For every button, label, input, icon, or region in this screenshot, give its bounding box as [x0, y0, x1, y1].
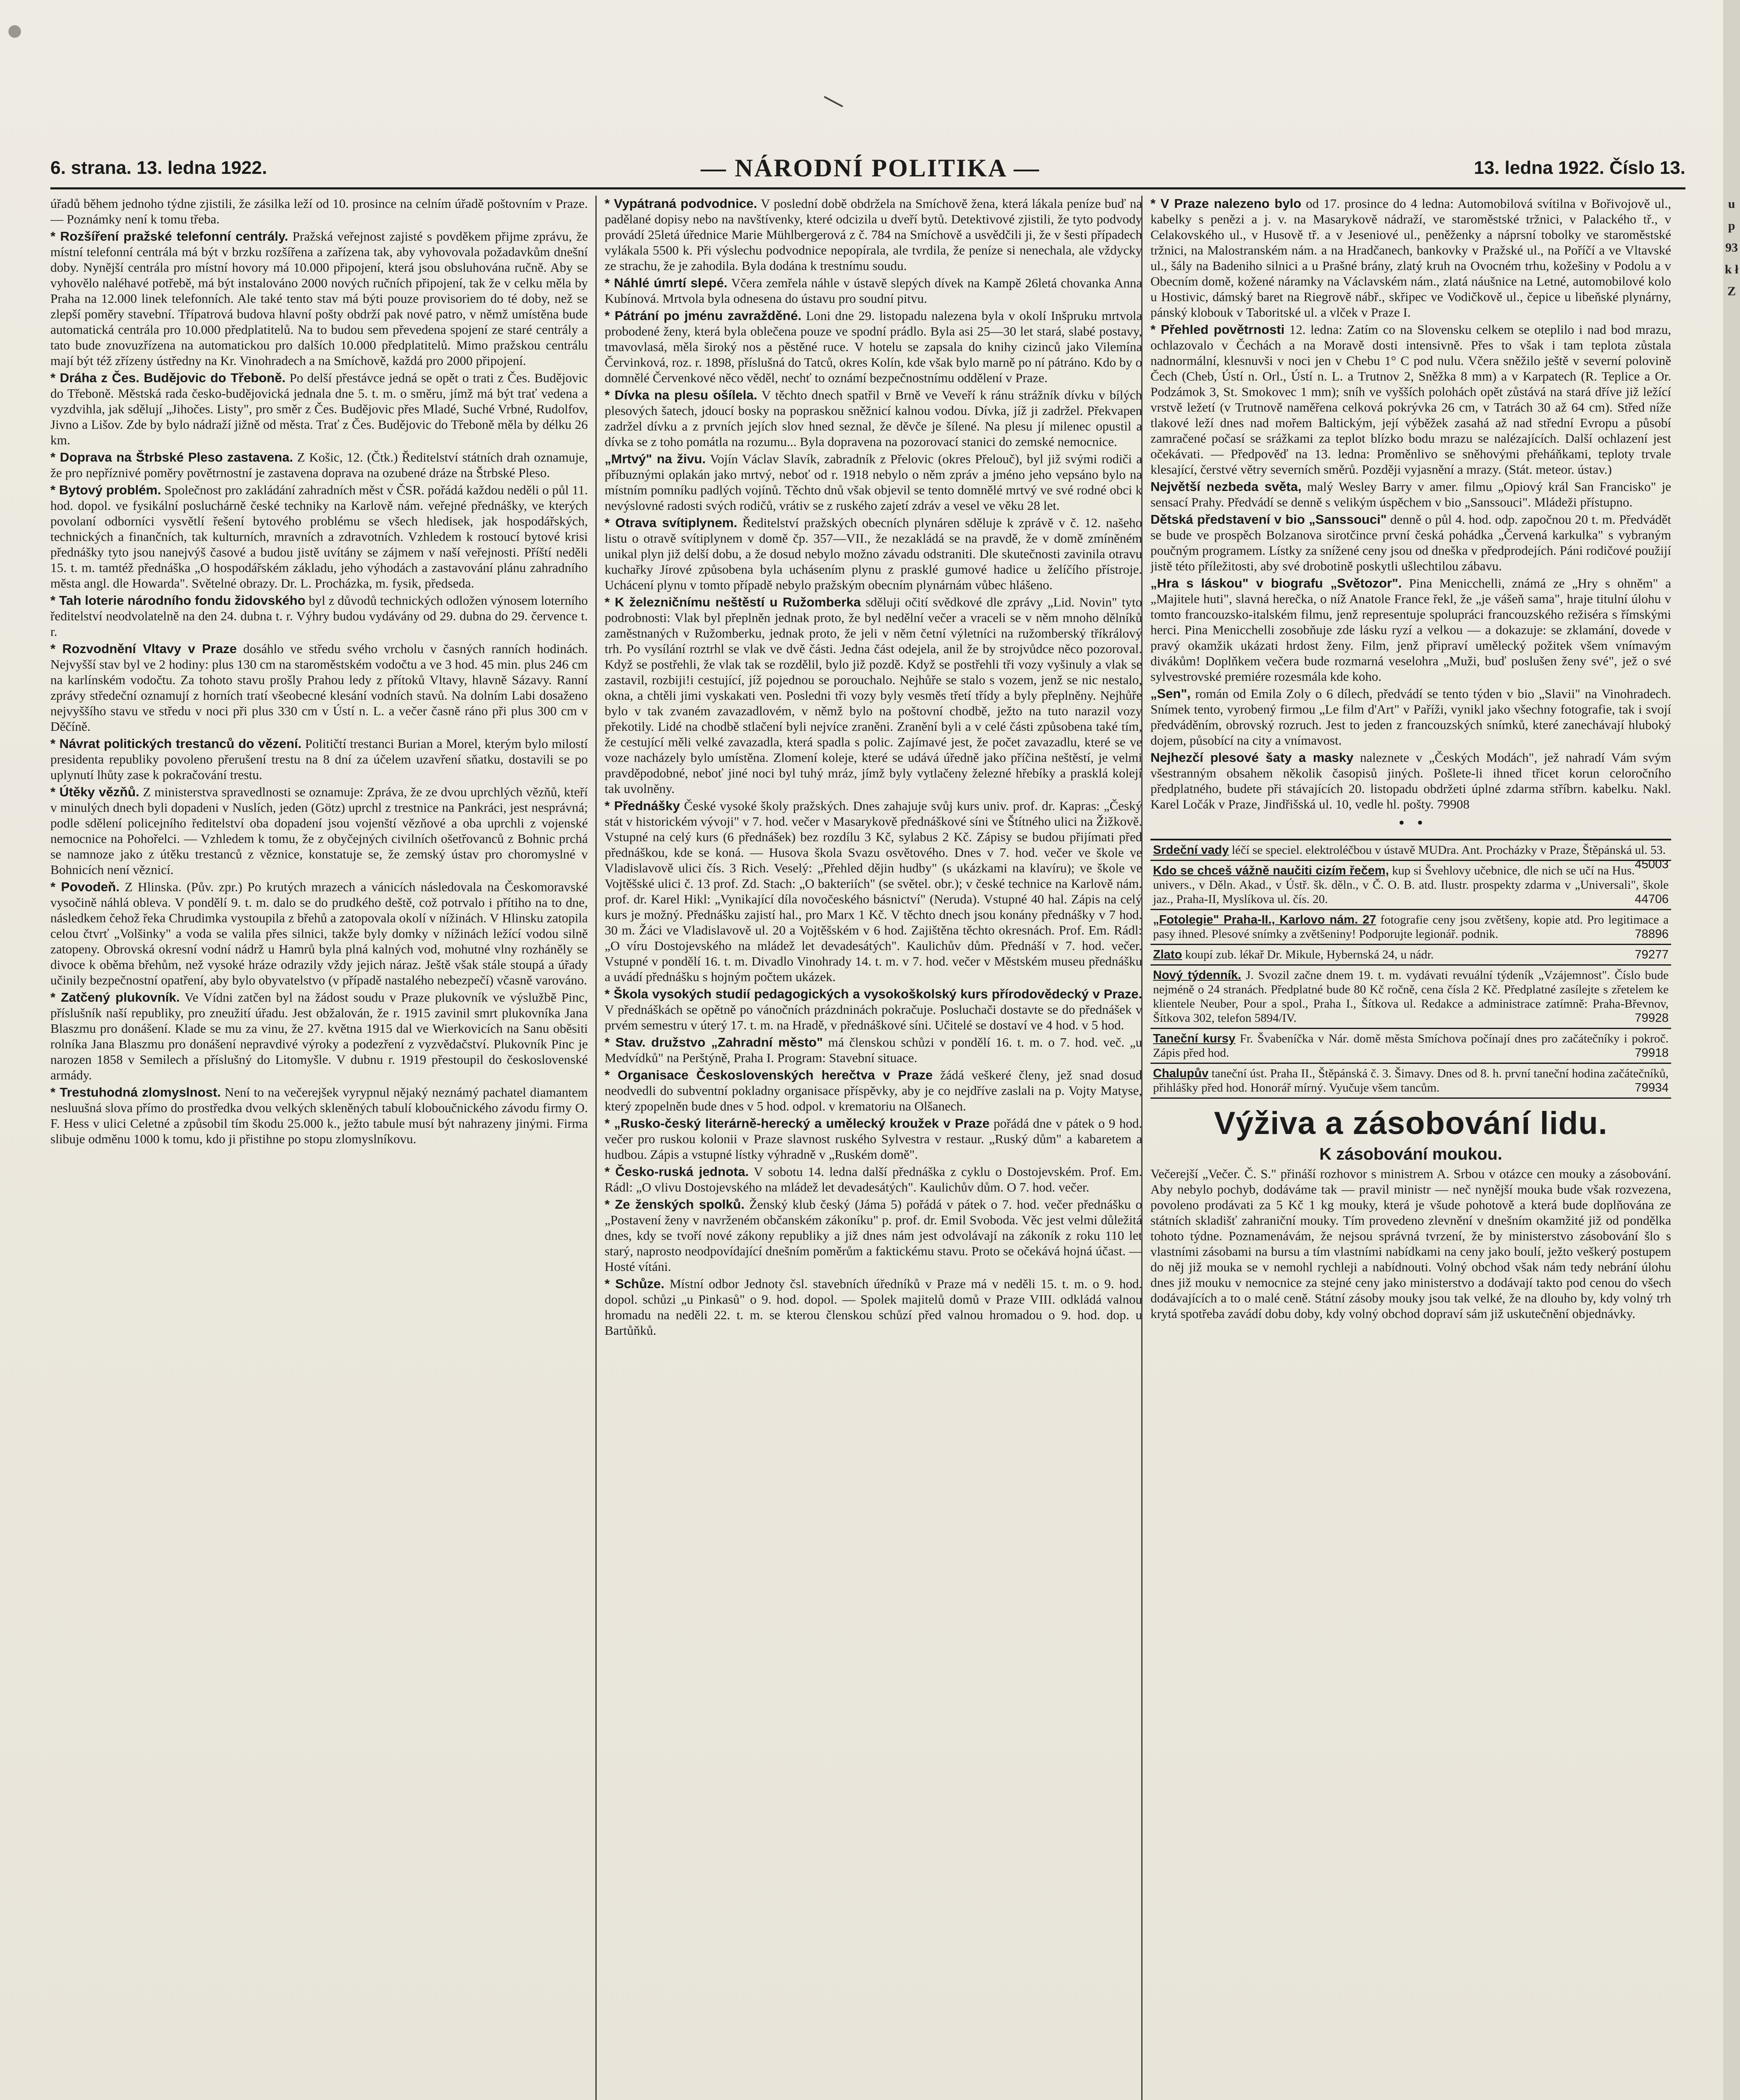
news-item: [50, 482, 588, 591]
news-body: od 17. prosince do 4 ledna: Automobilová svítilna v Bořivojově ul., kabelky s penězi a j. v. na Masarykově nádraží, ve staroměstské tržnici, v Palackého tř., v Celakovského ul., v Husově tř. a v Jeseniové ul., peněženky a náprsní tobolky ve staroměstské tržnici, na Malostranském nám. a na Hradčanech, bankovky v Pražské ul., na Poříčí a ve Vltavské ul., šály na Badeniho silnici a u Prašné brány, zlatý kruh na Ovocném trhu, kožešiny v Podolu a v Obecním domě, kožené náramky na Václavském nám., zlatá náušnice na Letné, automobilové kolo u Hostivic, dámský baret na Riegrově nábř., skřipec ve Vodičkově ul., čepice u libeňské plynárny, pánský klobouk v Taboritské ul. a vlček v Praze I.: [1150, 196, 1671, 320]
ad-text: fotografie ceny jsou zvětšeny, kopie atd. Pro legitimace a pasy ihned. Plesové snímky a zvětšeniny! Podporujte legionář. podnik.: [1153, 913, 1669, 941]
news-item: [50, 196, 588, 227]
news-body: Pražská veřejnost zajisté s povděkem přijme zprávu, že místní telefonní centrála má být v brzku rozšířena a zařízena tak, aby vyhovovala požadavkům dnešní doby. Nynější centrála pro místní hovory má 10.000 připojení, která jsou obsluhována ručně. Aby se vyhovělo naléhavé potřebě, má být instalováno 2000 nových ručních připojení, tak že v celku měla by Praha na 12.000 linek telefonních. Ale také tento stav má býti pouze provisoriem do té doby, než se zlepší poměry stavební. Třípatrová budova hlavní pošty obdrží pak nové patro, v němž umístěna bude automatická centrála pro 10.000 předplatitelů. Na to budou sem převedena spojení ze staré centrály a tato bude znovuzřízena na automatickou pro dalších 10.000 předplatitelů. Mimo pražskou centrálu mají být též zřízeny ústředny na Kr. Vinohradech a na Smíchově, každá pro 2000 připojení.: [50, 229, 588, 368]
news-body: Po delší přestávce jedná se opět o trati z Čes. Budějovic do Třeboně. Městská rada česko-budějovická jednala dne 5. t. m. o směru, jímž má být trať vedena a vyzdvihla, jak sdělují „Jihočes. Listy", pro směr z Čes. Budějovic přes Mladé, Suché Vrbné, Rudolfov, Jivno a Lišov. Zde by bylo nádraží jižně od města. Trať z Čes. Budějovic do Třeboně měla by délku 26 km.: [50, 370, 588, 447]
news-item: [1150, 750, 1671, 812]
ink-spot: [8, 25, 21, 38]
news-body: V sobotu 14. ledna další přednáška z cyklu o Dostojevském. Prof. Em. Rádl: „O vlivu Dostojevského na mládež let devadesátých". Kaulichův dům. O 7. hod. večer.: [605, 1164, 1142, 1194]
news-body: Z ministerstva spravedlnosti se oznamuje: Zpráva, že ze dvou uprchlých vězňů, kteří v minulých dnech byli dopadeni v Nuslích, jeden (Götz) uprchl z trestnice na Pankráci, jest nesprávná; podle sdělení policejního ředitelství oba dopadení jsou vojenští vězňové a oba uprchli z vojenské nemocnice na Pohořelci. — Vzhledem k tomu, že z obyčejných civilních ošetřovanců z Bohnic prchá se namnoze jako z útěku trestanců z věznice, konstatuje se, že zemský ústav pro choromyslné v Bohnicích není věznicí.: [50, 785, 588, 877]
news-item: [50, 641, 588, 734]
news-body: pořádá dne v pátek o 9 hod. večer pro ruskou kolonii v Praze slavnost ruského Sylvestra v restaur. „Ruský dům" a kabaretem a hudbou. Zápis a vstupné lístky výhradně v „Ruském domě".: [605, 1116, 1142, 1162]
news-body: České vysoké školy pražských. Dnes zahajuje svůj kurs univ. prof. dr. Kapras: „Český stát v historickém vývoji" v 7. hod. večer v Masarykově přednáškové síni ve Štítného ulici na Žižkově. Vstupné na celý kurs (6 přednášek) bez rozdílu 3 Kč, sylabus 2 Kč. Zápisy se budou přijímati před přednáškou, kde se koná. — Husova škola Svazu osvětového. Dnes v 7. hod. večer ve škole ve Vladislavově ulici čís. 3 Rich. Veselý: „Přehled dějin hudby" (s ukázkami na klavíru); ve škole ve Vojtěšské ulici č. 13 prof. Zd. Stach: „O bakteriích" (se světel. obr.); v české technice na Karlově nám. prof. dr. Karel Hikl: „Vynikající díla novočeského básnictví" (Neruda). Vstupné 40 hal. Zápis na celý kurs je možný. Přednášku zajistí hal., pro Marx 1 Kč. V těchto dnech jsou konány přednášky v 7 hod. 30 m. Žáci ve Vladislavově ul. 20 a Vojtěšském v 6 hod. Zajištěna těchto okresnách. Prof. Em. Rádl: „O víru Dostojevského na mládež let devadesátých". Kaulichův dům. Přednáší v 7. hod. večer. Vstupné v pondělí 16. t. m. Divadlo Vinohrady 14. t. m. v 7. hod. večer v Městském museu přednášku a uvádí přednášku s hojným počtem ukázek.: [605, 798, 1142, 984]
news-item: [50, 370, 588, 448]
ad-headline: Taneční kursy: [1153, 1032, 1236, 1045]
ad-text: taneční úst. Praha II., Štěpánská č. 3. Šimavy. Dnes od 8. h. první taneční hodina začátečníků, přihlášky před hod. Honorář mírný. Vyučuje všem tancům.: [1153, 1067, 1669, 1095]
page-number-date: 6. strana. 13. ledna 1922.: [50, 158, 267, 178]
news-headline: * Trestuhodná zlomyslnost.: [50, 1085, 221, 1100]
classified-ads: [1150, 839, 1671, 1099]
news-item: [605, 1116, 1142, 1162]
news-body: Z Hlinska. (Pův. zpr.) Po krutých mrazech a vánicích následovala na Českomoravské vysočině náhlá obleva. V pondělí 9. t. m. dalo se do prudkého deště, což potrvalo i přítiho na to dne, následkem čehož řeka Chrudimka vystoupila z břehů a zatopovala okolí v nížinách. V Hlinsku zatopila celou čtvrť „Volšinky" a voda se valila přes silnici, takže byly domky v nížinách ležící vodou silně zatopeny. Obrovská okresní vodní nádrž u Hamrů byla plná kalných vod, mohutné vlny rozháněly se divoce k oběma břehům, než vysoké hráze odrazily vždy jejich náraz. Ještě však stále stoupá a úřady učinily bezpečnostní opatření, aby bylo obyvatelstvo (v případě nastalého nebezpečí) včasně varováno.: [50, 879, 588, 987]
news-headline: Nejhezčí plesové šaty a masky: [1150, 750, 1354, 765]
news-headline: Největší nezbeda světa,: [1150, 479, 1302, 494]
news-headline: * Pátrání po jménu zavražděné.: [605, 308, 802, 323]
ad-number: 45003: [1635, 858, 1669, 871]
section-article: Večerejší „Večer. Č. S." přináší rozhovor s ministrem A. Srbou v otázce cen mouky a zásobování. Aby nebylo pochyb, dodáváme tak — pravil ministr — neč nynější mouka bude však rozvezena, povoleno prodávati za 5 Kč 1 kg mouky, která je všude pohotově a která bude doplňována ze státních skladišť zahraniční mouky. Tím provedeno zlevnění v dnešním okamžité již od pondělka tohoto týdne. Poznamenávám, že nejsou správná tvrzení, že by ministerstvo zásobování šlo s vlastními zásobami na bursu a tím vlastními nabídkami na ceny jako boulí, ježto veškerý postupem do něj již mouka se v nemohl rychleji a nabídnouti. Volný obchod však nám tedy nebrání úlohu dnes již mouku v nemocnice za stejné ceny jako ministerstvo a dodávají takto pod cenou do všech dodávajících a to o malé ceně. Státní zásoby mouky jsou tak velké, že na dlouho by, kdy volný trh krytá spotřeba zavádí dobu doby, kdy volný obchod dopraví sám již uskutečnění objednávky.: [1150, 1166, 1671, 1321]
ad-headline: Chalupův: [1153, 1067, 1209, 1080]
classified-ad: [1150, 861, 1671, 910]
news-item: [1150, 479, 1671, 510]
news-headline: * Náhlé úmrtí slepé.: [605, 276, 728, 290]
news-body: Loni dne 29. listopadu nalezena byla v okolí Inšpruku mrtvola probodené ženy, která byla oblečena pouze ve spodní prádlo. Byla asi 25—30 let stará, slabé postavy, tmavovlasá, měla široký nos a pěstěné ruce. V hotelu se zapsala do knihy cizinců jako Vilemína Červinková, roz. r. 1898, příslušná do Tatců, okres Kolín, kde však bylo marně po ní pátráno. Kdo by o domnělé Červenkové něco věděl, nechť to oznámí bezpečnostnímu oddělení v Praze.: [605, 308, 1142, 385]
news-item: [1150, 686, 1671, 748]
ad-text: kup si Švehlovy učebnice, dle nich se učí na Hus. univers., v Děln. Akad., v Ústř. šk. děln., v Č. O. B. atd. Ilustr. prospekty zdarma v „Universali", škole jaz., Praha-II, Myslíkova ul. čís. 20.: [1153, 864, 1669, 906]
news-body: Místní odbor Jednoty čsl. stavebních úředníků v Praze má v neděli 15. t. m. o 9. hod. dopol. schůzi „u Pinkasů" o 9. hod. dopol. — Spolek majitelů domů v Praze VIII. odkládá valnou hromadu na neděli 22. t. m. se kterou členskou schůzí před valnou hromadou o 9. hod. dop. u Bartůňků.: [605, 1276, 1142, 1338]
news-headline: * Tah loterie národního fondu židovského: [50, 593, 306, 608]
news-item: [605, 1034, 1142, 1066]
column-1: [50, 196, 588, 2100]
ad-headline: Kdo se chceš vážně naučiti cizím řečem,: [1153, 864, 1389, 877]
classified-ad: [1150, 945, 1671, 966]
classified-ad: [1150, 966, 1671, 1029]
news-body: Není to na večerejšek vyrypnul nějaký neznámý pachatel diamantem nesluušná slova přímo do prostředka dvou velkých skleněných tabulí kloboučnického závodu firmy O. F. Hess v ulici Celetné a způsobil tím škodu 25.000 k., ježto tabule musí být nahrazeny jinými. Firma slibuje odměnu 1000 k tomu, kdo ji přistihne po stopu zlomyslníkovu.: [50, 1085, 588, 1146]
news-body: Včera zemřela náhle v ústavě slepých dívek na Kampě 26letá chovanka Anna Kubínová. Mrtvola byla odnesena do ústavu pro soudní pitvu.: [605, 276, 1142, 306]
news-body: úřadů během jednoho týdne zjistili, že zásilka leží od 10. prosince na celním úřadě poštovním v Praze. — Poznámky není k tomu třeba.: [50, 196, 588, 226]
news-item: [1150, 196, 1671, 320]
news-headline: „Sen",: [1150, 686, 1191, 701]
ad-number: 79918: [1635, 1046, 1669, 1060]
ad-number: 44706: [1635, 892, 1669, 906]
adjacent-page-text: u p 93 k ł Z: [1724, 197, 1739, 298]
news-item: [605, 1276, 1142, 1338]
news-item: [605, 1164, 1142, 1195]
news-headline: * Rozvodnění Vltavy v Praze: [50, 641, 237, 656]
news-headline: * „Rusko-český literárně-herecký a umělecký kroužek v Praze: [605, 1116, 990, 1131]
news-item: [50, 593, 588, 639]
news-headline: * Dívka na plesu ošílela.: [605, 388, 757, 402]
classified-ad: [1150, 910, 1671, 945]
news-item: [605, 798, 1142, 984]
ad-number: 79934: [1635, 1081, 1669, 1095]
ad-number: 78896: [1635, 927, 1669, 941]
ad-headline: Zlato: [1153, 948, 1182, 961]
ad-text: léčí se speciel. elektroléčbou v ústavě MUDra. Ant. Procházky v Praze, Štěpánská ul. 53.: [1232, 843, 1666, 857]
news-item: [605, 1197, 1142, 1274]
news-headline: * Stav. družstvo „Zahradní město": [605, 1035, 823, 1050]
news-item: [1150, 575, 1671, 684]
news-body: Političtí trestanci Burian a Morel, kterým bylo milostí presidenta republiky povoleno přerušení trestu na 8 dní za účelem uzavření sňatku, dostavili se po uplynutí lhůty zase k pokračování trestu.: [50, 736, 588, 782]
news-body: 12. ledna: Zatím co na Slovensku celkem se oteplilo i nad bod mrazu, ochlazovalo v Čechách a na Moravě dosti intensivně. Přes to však i tam teplota zůstala nadnormální, klesnuvši v noci jen v Chebu 1° C pod nulu. Včera sněžilo ještě v severní polovině Čech (Cheb, Ústí n. Orl., Ústí n. L. a Trutnov 2, Sněžka 8 mm) a v Karpatech (R. Teplice a Or. Podzámok 3, St. Smokovec 1 mm); sníh ve vyšších polohách opět zůstává na stará dříve již ležící vrstvě ležetí (v Trutnově naměřena celková pokrývka 26 cm, v Tatrách 30 až 64 cm). Střed níže tlakové leží dnes nad mořem Baltickým, její výběžek zasahá až nad střední Evropu a působí zamračené počasí se srážkami za teplot blízko bodu mrazu se nalézajících. Další ochlazení jest očekávati. — Předpověď na 13. ledna: Proměnlivo se sněhovými přeháňkami, teploty trvale klesající, čerstvé větry severních směrů. Později vyjasnění a mrazy. (Stát. meteor. ústav.): [1150, 322, 1671, 477]
news-item: [605, 387, 1142, 449]
classified-ad: [1150, 1029, 1671, 1064]
news-item: [605, 451, 1142, 513]
news-headline: * Bytový problém.: [50, 483, 161, 497]
news-item: [50, 1084, 588, 1147]
news-headline: * Útěky vězňů.: [50, 785, 139, 799]
news-headline: * Zatčený plukovník.: [50, 990, 180, 1005]
ad-headline: Srdeční vady: [1153, 843, 1229, 857]
ad-headline: „Fotolegie" Praha-II., Karlovo nám. 27: [1153, 913, 1376, 927]
news-body: malý Wesley Barry v amer. filmu „Opiový král San Francisko" je sensací Prahy. Předvádí se denně s velikým úspěchem v bio „Sanssouci". Mládeži přístupno.: [1150, 479, 1671, 509]
news-body: Z Košic, 12. (Čtk.) Ředitelství státních drah oznamuje, že pro nepříznivé poměry povětrnostní je zastavena doprava na ozubené dráze na Štrbské Pleso.: [50, 450, 588, 480]
page-fold-mark: [824, 96, 843, 107]
news-body: román od Emila Zoly o 6 dílech, předvádí se tento týden v bio „Slavii" na Vinohradech. Snímek tento, vyrobený firmou „Le film d'Art" v Paříži, vynikl jako všechny fotografie, tak i svojí předváděním, obrovský rozruch. Jest to jeden z francouzských snímků, které zanechávají hluboký dojem, působící na city a vnímavost.: [1150, 686, 1671, 748]
news-headline: * Návrat politických trestanců do vězení.: [50, 736, 302, 751]
ad-headline: Nový týdenník.: [1153, 969, 1242, 982]
news-item: [605, 986, 1142, 1033]
news-body: Ženský klub český (Jáma 5) pořádá v pátek o 7. hod. večer přednášku o „Postavení ženy v navrženém občanském zákoníku" p. prof. dr. Emil Svoboda. Věc jest velmi důležitá dnes, kdy se tvoří nové zákony republiky a již dnes nám jest odvolávají na zákoník z roku 110 let starý, naprosto neodpovídající dnešním poměrům a faktickému stavu. Proto se očekává hojná účast. — Hosté vítáni.: [605, 1197, 1142, 1274]
news-item: [50, 879, 588, 988]
news-item: [50, 449, 588, 480]
news-headline: „Mrtvý" na živu.: [605, 452, 706, 466]
news-body: Vojín Václav Slavík, zabradník z Přelovic (okres Přelouč), byl již svými rodiči a příbuznými oplakán jako mrtvý, neboť od r. 1918 nebylo o něm zpráv a jméno jeho vepsáno bylo na místním pomníku padlých vojínů. Těchto dnů však objevil se tento domnělé mrtvý ve své rodné obci k nevýslovné radosti svých rodičů, vrátiv se z ruského zajetí zdráv a vesel ve věku 28 let.: [605, 452, 1142, 513]
classified-ad: [1150, 1064, 1671, 1099]
news-headline: * Povodeň.: [50, 879, 120, 894]
ad-number: 79277: [1635, 948, 1669, 961]
news-headline: * Vypátraná podvodnice.: [605, 196, 757, 211]
news-body: V těchto dnech spatřil v Brně ve Veveří k ránu strážník dívku v bílých plesových šatech, jdoucí bosky na popraskou sněžnicí kalnou vodou. Dívka, jíž ji zadržel. Překvapen zadržel dívku a z prvních jejích slov hned seznal, že děvče je šílené. Na plesu jí milenec opustil a dívka se z toho pomátla na rozumu... Byla dopravena na pozorovací stanici do zemské nemocnice.: [605, 388, 1142, 449]
news-headline: * Otrava svítiplynem.: [605, 515, 737, 530]
adjacent-page-edge: [1723, 0, 1740, 2100]
news-item: [605, 515, 1142, 593]
news-item: [605, 1067, 1142, 1114]
news-body: V poslední době obdržela na Smíchově žena, která lákala peníze buď na padělané dopisy nebo na navštívenky, které odcizila u dveří bytů. Detektivové zjistili, že tyto podvody provádí 25letá úřednice Marie Mühlbergerová z č. 784 na Smíchově a usvědčili ji, že v šesti případech vylákala 5500 k. Při výslechu podvodnice nepopírala, ale tvrdila, že peníze si nenechala, ale vždycky ze strachu, že je zahodila. Byla dodána k trestnímu soudu.: [605, 196, 1142, 273]
news-body: denně o půl 4. hod. odp. započnou 20 t. m. Předvádět se bude ve prospěch Bolzanova sirotčince první česká pohádka „Červená karkulka" s vybraným poučným programem. Lístky za snížené ceny jsou od dneška v předprodejích. Páni rodičové použijí jistě této příležitosti, aby své drobotině poskytli ušlechtilou zábavu.: [1150, 512, 1671, 573]
section-subtitle: K zásobování moukou.: [1319, 1145, 1502, 1163]
news-body: V přednáškách se opětně po vánočních prázdninách pokračuje. Posluchači dostavte se do přednášek v prvém semestru v úterý 17. t. m. na Hradě, v přednáškové síni. Učitelé se dostaví ve 4 hod. v 5 hod.: [605, 1002, 1142, 1032]
news-headline: „Hra s láskou" v biografu „Světozor".: [1150, 576, 1402, 591]
masthead-title: — NÁRODNÍ POLITIKA —: [700, 154, 1040, 182]
news-body: naleznete v „Českých Modách", jež nahradí Vám svým všestranným obsahem několik časopisů jiných. Pošlete-li ihned třicet korun celoročního předplatného, budete při stávajících 20. listopadu obdržeti úplné zdarma stříbrn. kabelku. Nakl. Karel Ločák v Praze, Jindřišská ul. 10, vedle hl. pošty. 79908: [1150, 750, 1671, 811]
news-headline: Dětská představení v bio „Sanssouci": [1150, 512, 1387, 527]
news-item: [605, 196, 1142, 273]
news-item: [605, 308, 1142, 386]
news-headline: * Dráha z Čes. Budějovic do Třeboně.: [50, 370, 286, 385]
news-body: Společnost pro zakládání zahradních měst v ČSR. pořádá každou neděli o půl 11. hod. dopol. ve fysikální posluchárně české techniky na Karlově nám. veřejné přednášky, ve kterých povolaní odborníci vysvětlí řešení bytového problému se všech hledisek, jak hospodářských, technických a finančních, tak kulturních, mravních a zdravotních. Vzhledem k rostoucí bytové krisi přednášky tyto jsou nanejvýš časové a budou jistě uvítány se zájmem v naší veřejnosti. Příští neděli 15. t. m. tamtéž přednáška „O hospodářském základu, jeho výhodách a zastavování plánu zahradního města angl. dle Howarda". Světelné obrazy. Dr. L. Procházka, m. fysik, předseda.: [50, 483, 588, 591]
news-item: [50, 784, 588, 877]
ad-text: J. Svozil začne dnem 19. t. m. vydávati revuální týdeník „Vzájemnost". Číslo bude nejméně o 24 stranách. Předplatné bude 80 Kč ročně, cena čísla 2 Kč. Předplatné zasílejte s zřetelem ke klientele Neuber, Pour a spol., Praha I., Šítkova ul. Redakce a administrace zatímně: Praha-Břevnov, Šítkova 302, telefon 5894/IV.: [1153, 969, 1669, 1025]
news-headline: * Rozšíření pražské telefonní centrály.: [50, 229, 288, 244]
news-body: má členskou schůzi v pondělí 16. t. m. o 7. hod. več. „u Medvídků" na Perštýně, Praha I. Program: Stavební situace.: [605, 1035, 1142, 1065]
header-rule: [50, 187, 1685, 189]
ad-text: Fr. Švabeníčka v Nár. domě města Smíchova počínají dnes pro začátečníky i pokroč. Zápis před hod.: [1153, 1032, 1669, 1060]
news-headline: * Škola vysokých studií pedagogických a vysokoškolský kurs přírodovědecký v Praze.: [605, 987, 1142, 1001]
news-body: Ředitelství pražských obecních plynáren sděluje k zprávě v č. 12. našeho listu o otravě svítiplynem v domě čp. 357—VII., že nezakládá se na pravdě, že v domě zmíněném unikal plyn již delší dobu, a že dosud nebylo možno závadu odstraniti. Dle skutečnosti zavinila otravu kuchařky Jírové způsobena byla uchásením plynu z prasklé gumové hadice u želíčího přístroje. Uchácení plynu v tomto případě nebylo pražským obecním plynárnám vůbec hlášeno.: [605, 515, 1142, 592]
news-item: [50, 736, 588, 782]
issue-date-number: 13. ledna 1922. Číslo 13.: [1474, 158, 1685, 178]
news-headline: * Organisace Československých herečtva v Praze: [605, 1068, 933, 1082]
news-item: [605, 275, 1142, 306]
ad-number: 79928: [1635, 1011, 1669, 1025]
section-title: Výživa a zásobování lidu.: [1214, 1105, 1608, 1141]
separator-dots: • •: [1398, 813, 1423, 832]
column-3: [1150, 196, 1671, 2100]
news-item: [1150, 512, 1671, 574]
column-3-news: [1150, 196, 1671, 812]
news-headline: * K železničnímu neštěstí u Ružomberka: [605, 595, 861, 609]
news-headline: * Doprava na Štrbské Pleso zastavena.: [50, 450, 293, 465]
news-item: [50, 990, 588, 1083]
news-headline: * Schůze.: [605, 1276, 665, 1291]
news-body: Pina Menicchelli, známá ze „Hry s ohněm" a „Majitele huti", slavná herečka, o níž Anatole France řekl, že „je vášeň sama", hraje titulní úlohu v tomto francouzsko-italském filmu, jenž representuje spolupráci francouzského režiséra s římskými herci. Pina Menicchelli zosobňuje zde lásku ryzí a velkou — a dokazuje: se zklamání, dovede v pravý okamžik ukázati hrdost ženy. Film, jenž připraví umělecký požitek všem vnímavým divákům! Doplňkem večera bude rozmarná veselohra „Muži, buď poslušen ženy své", jež o své sylvestrovské premiére rozesmála kde koho.: [1150, 576, 1671, 684]
news-body: dosáhlo ve středu svého vrcholu v časných ranních hodinách. Nejvyšší stav byl ve 2 hodiny: plus 130 cm na staroměstském vodočtu a ve 3 hod. 45 min. plus 246 cm na karlínském vodočtu. Za tohoto stavu prošly Prahou ledy z přítoků Vltavy, hlavně Sázavy. Ranní zprávy středeční oznamují z horních tratí všeobecné klesání vodních stavů. Na dolním Labi dosaženo nejvyššího stavu ve středu v noci při plus 330 cm v Ústí n. L. a večer časně ráno při plus 300 cm v Děčíně.: [50, 641, 588, 734]
ad-text: koupí zub. lékař Dr. Mikule, Hybernská 24, u nádr.: [1185, 948, 1434, 961]
news-headline: * Česko-ruská jednota.: [605, 1164, 749, 1179]
news-headline: * V Praze nalezeno bylo: [1150, 196, 1302, 211]
news-body: byl z důvodů technických odložen výnosem loterního ředitelství neodvolatelně na den 24. dubna t. r. Výhry budou vydávány od 29. dubna do 29. července t. r.: [50, 593, 588, 639]
news-item: [1150, 322, 1671, 477]
news-body: sděluji očití svědkové dle zprávy „Lid. Novin" tyto podrobnosti: Vlak byl přeplněn jednak proto, že byl nedělní večer a vraceli se v něm mnoho dělníků zaměstnaných v Ružomberku, jednak proto, že jeli v něm četní výletníci na ružomberský tříkrálový trh. Po vysílání roztrhl se vlak ve dvě části. Jedna část odejela, anil že by strojvůdce něco pozoroval. Když se postřehli, že vlak tak se rozdělil, bylo již pozdě. Když se postřehli tři vozy vyšinuly a vlak se zastavil, rozbiji!i cestující, jíž pojednou se porouchalo. Nejhůře se stalo s vozem, jenž se nic nestalo, okna, a chtěli jimi vyskakati ven. Posledni tři vozy byly vesměs třetí třídy a byly přeplněny. Nejhůře bylo v tak zvaném zavazadlovém, v němž bylo na poštovní chodbě, ježto na tuto narazil vozy překotily. Lidé na chodbě stlačení byli nejvíce zraněni. Zranění byli a v celé části způsobena také tím, že cestující měli velké zavazadla, která spadla s polic. Zajímavé jest, že počet zavazadlu, které se ve voze nacházely bylo umístěna. Zlomení koleje, které se udává úředně jako příčina neštěstí, je velmi pravděpodobné, neboť jiné noci byl tuhý mráz, jímž byly vytlačeny železné hřebíky a prasklá kolejí tak uvolněny.: [605, 595, 1142, 796]
column-2: [605, 196, 1142, 2100]
news-item: [605, 594, 1142, 796]
news-headline: * Ze ženských spolků.: [605, 1197, 745, 1212]
page-header: [50, 151, 1685, 185]
news-body: Ve Vídni zatčen byl na žádost soudu v Praze plukovník ve výslužbě Pinc, příslušník naší republiky, pro zneužití úřadu. Jest obžalován, že r. 1915 zavinil smrt plukovníka Jana Blaszmu pro donášení. Klade se mu za vinu, že 27. května 1915 dal ve Wierkovicích na Sanu oběsiti rolníka Jana Blaszmu pro donášení nepravdivé výroky a podezření z vyzvědačství. Plukovník Pinc je narozen 1858 v Semilech a příslušný do Litomyšle. V dubnu r. 1919 přestoupil do československé armády.: [50, 990, 588, 1082]
news-headline: * Přehled povětrnosti: [1150, 322, 1285, 337]
column-divider: [595, 196, 597, 2100]
news-body: žádá veškeré členy, jež snad dosud neodvedli do subventní pokladny organisace příspěvky, aby je co nejdříve zaslali na p. Vojty Matyse, který zpopelněn bude dnes v 5 hod. odpol. v krematoriu na Olšanech.: [605, 1068, 1142, 1113]
news-headline: * Přednášky: [605, 798, 680, 813]
news-item: [50, 228, 588, 368]
